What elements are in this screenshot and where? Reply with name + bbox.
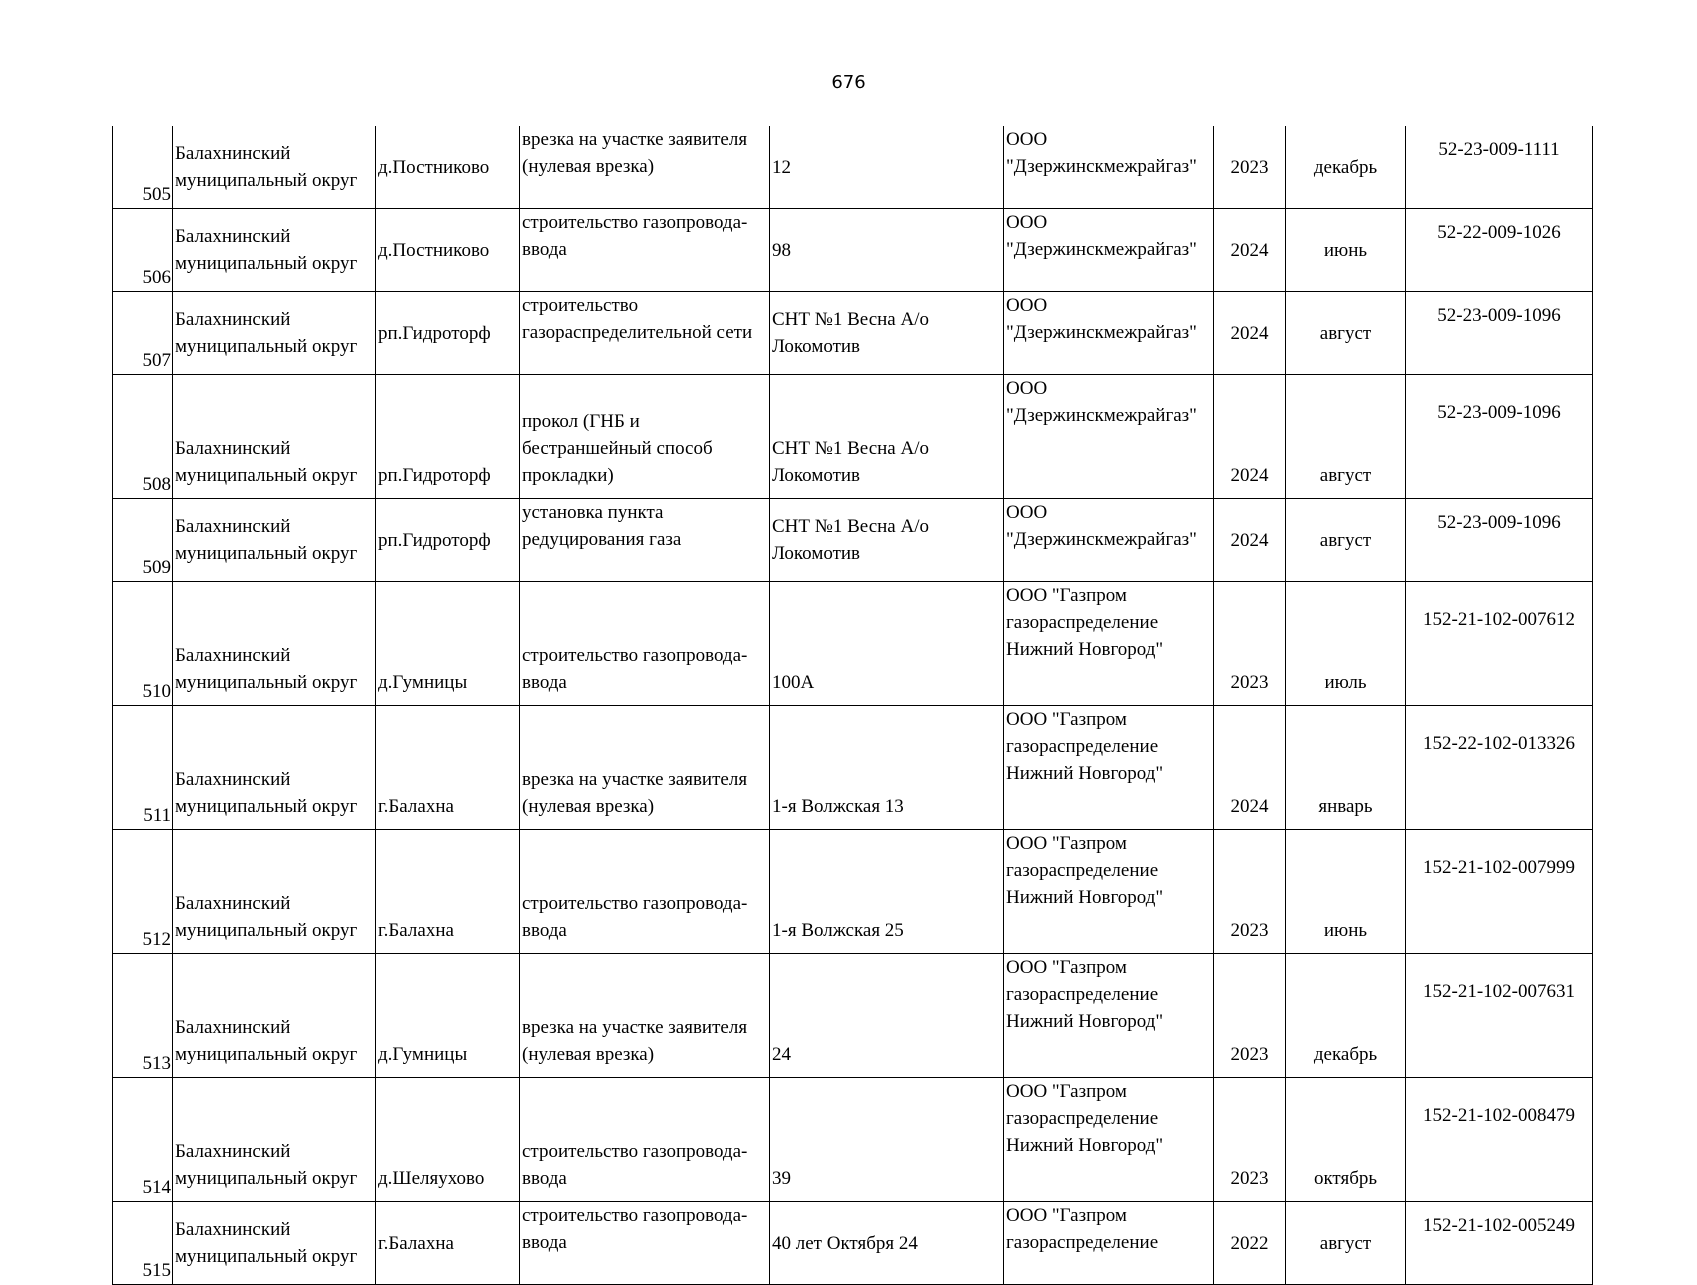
- address-cell: 39: [770, 1078, 1004, 1202]
- year-cell: 2023: [1214, 126, 1286, 209]
- year-cell: 2024: [1214, 499, 1286, 582]
- locality-cell: рп.Гидроторф: [376, 292, 520, 375]
- organization-cell: ООО "Дзержинскмежрайгаз": [1004, 292, 1214, 375]
- table-row: [113, 1078, 1593, 1202]
- year-cell: 2023: [1214, 830, 1286, 954]
- application-code-cell: 152-21-102-007999: [1406, 830, 1593, 954]
- work-type-cell: строительство газопровода- ввода: [520, 1078, 770, 1202]
- organization-cell: ООО "Дзержинскмежрайгаз": [1004, 375, 1214, 499]
- locality-cell: рп.Гидроторф: [376, 499, 520, 582]
- application-code-cell: 152-21-102-005249: [1406, 1202, 1593, 1285]
- district-cell: Балахнинский муниципальный округ: [173, 209, 376, 292]
- month-cell: июнь: [1286, 209, 1406, 292]
- table-row: [113, 292, 1593, 375]
- work-type-cell: установка пункта редуцирования газа: [520, 499, 770, 582]
- organization-cell: ООО "Дзержинскмежрайгаз": [1004, 209, 1214, 292]
- locality-cell: г.Балахна: [376, 706, 520, 830]
- address-cell: СНТ №1 Весна А/о Локомотив: [770, 499, 1004, 582]
- locality-cell: д.Постниково: [376, 209, 520, 292]
- work-type-cell: врезка на участке заявителя (нулевая врезка): [520, 954, 770, 1078]
- table-row: [113, 706, 1593, 830]
- table-row: [113, 582, 1593, 706]
- row-number-cell: 515: [113, 1202, 173, 1285]
- locality-cell: д.Постниково: [376, 126, 520, 209]
- year-cell: 2022: [1214, 1202, 1286, 1285]
- work-type-cell: строительство газопровода- ввода: [520, 209, 770, 292]
- locality-cell: д.Гумницы: [376, 582, 520, 706]
- row-number-cell: 505: [113, 126, 173, 209]
- year-cell: 2023: [1214, 954, 1286, 1078]
- organization-cell: ООО "Дзержинскмежрайгаз": [1004, 126, 1214, 209]
- month-cell: июль: [1286, 582, 1406, 706]
- district-cell: Балахнинский муниципальный округ: [173, 126, 376, 209]
- organization-cell: ООО "Газпром газораспределение: [1004, 1202, 1214, 1285]
- organization-cell: ООО "Дзержинскмежрайгаз": [1004, 499, 1214, 582]
- month-cell: октябрь: [1286, 1078, 1406, 1202]
- district-cell: Балахнинский муниципальный округ: [173, 1078, 376, 1202]
- row-number-cell: 513: [113, 954, 173, 1078]
- application-code-cell: 152-21-102-007612: [1406, 582, 1593, 706]
- table-row: [113, 126, 1593, 209]
- year-cell: 2023: [1214, 582, 1286, 706]
- application-code-cell: 152-21-102-008479: [1406, 1078, 1593, 1202]
- year-cell: 2024: [1214, 209, 1286, 292]
- address-cell: 98: [770, 209, 1004, 292]
- locality-cell: д.Гумницы: [376, 954, 520, 1078]
- organization-cell: ООО "Газпром газораспределение Нижний Новгород": [1004, 582, 1214, 706]
- year-cell: 2024: [1214, 375, 1286, 499]
- district-cell: Балахнинский муниципальный округ: [173, 582, 376, 706]
- application-code-cell: 52-23-009-1096: [1406, 499, 1593, 582]
- district-cell: Балахнинский муниципальный округ: [173, 1202, 376, 1285]
- application-code-cell: 52-23-009-1111: [1406, 126, 1593, 209]
- address-cell: СНТ №1 Весна А/о Локомотив: [770, 292, 1004, 375]
- month-cell: август: [1286, 499, 1406, 582]
- address-cell: 24: [770, 954, 1004, 1078]
- application-code-cell: 52-22-009-1026: [1406, 209, 1593, 292]
- organization-cell: ООО "Газпром газораспределение Нижний Новгород": [1004, 1078, 1214, 1202]
- organization-cell: ООО "Газпром газораспределение Нижний Новгород": [1004, 706, 1214, 830]
- address-cell: 1-я Волжская 13: [770, 706, 1004, 830]
- locality-cell: г.Балахна: [376, 830, 520, 954]
- work-type-cell: врезка на участке заявителя (нулевая врезка): [520, 126, 770, 209]
- application-code-cell: 52-23-009-1096: [1406, 375, 1593, 499]
- year-cell: 2024: [1214, 292, 1286, 375]
- table-body: [113, 126, 1593, 1285]
- table-row: [113, 375, 1593, 499]
- month-cell: декабрь: [1286, 954, 1406, 1078]
- month-cell: август: [1286, 375, 1406, 499]
- table-row: [113, 1202, 1593, 1285]
- work-type-cell: строительство газопровода- ввода: [520, 582, 770, 706]
- row-number-cell: 512: [113, 830, 173, 954]
- organization-cell: ООО "Газпром газораспределение Нижний Новгород": [1004, 830, 1214, 954]
- row-number-cell: 508: [113, 375, 173, 499]
- work-type-cell: строительство газопровода- ввода: [520, 1202, 770, 1285]
- address-cell: 40 лет Октября 24: [770, 1202, 1004, 1285]
- address-cell: 1-я Волжская 25: [770, 830, 1004, 954]
- table-row: [113, 954, 1593, 1078]
- row-number-cell: 511: [113, 706, 173, 830]
- month-cell: январь: [1286, 706, 1406, 830]
- work-type-cell: строительство газопровода- ввода: [520, 830, 770, 954]
- locality-cell: г.Балахна: [376, 1202, 520, 1285]
- table-row: [113, 209, 1593, 292]
- row-number-cell: 514: [113, 1078, 173, 1202]
- district-cell: Балахнинский муниципальный округ: [173, 292, 376, 375]
- month-cell: август: [1286, 1202, 1406, 1285]
- district-cell: Балахнинский муниципальный округ: [173, 499, 376, 582]
- gasification-table: [112, 126, 1593, 1285]
- year-cell: 2024: [1214, 706, 1286, 830]
- row-number-cell: 510: [113, 582, 173, 706]
- district-cell: Балахнинский муниципальный округ: [173, 830, 376, 954]
- row-number-cell: 507: [113, 292, 173, 375]
- work-type-cell: прокол (ГНБ и бестраншейный способ прокладки): [520, 375, 770, 499]
- month-cell: декабрь: [1286, 126, 1406, 209]
- address-cell: 12: [770, 126, 1004, 209]
- locality-cell: д.Шеляухово: [376, 1078, 520, 1202]
- table-row: [113, 830, 1593, 954]
- month-cell: август: [1286, 292, 1406, 375]
- application-code-cell: 52-23-009-1096: [1406, 292, 1593, 375]
- row-number-cell: 506: [113, 209, 173, 292]
- application-code-cell: 152-21-102-007631: [1406, 954, 1593, 1078]
- district-cell: Балахнинский муниципальный округ: [173, 375, 376, 499]
- address-cell: СНТ №1 Весна А/о Локомотив: [770, 375, 1004, 499]
- row-number-cell: 509: [113, 499, 173, 582]
- locality-cell: рп.Гидроторф: [376, 375, 520, 499]
- work-type-cell: врезка на участке заявителя (нулевая врезка): [520, 706, 770, 830]
- year-cell: 2023: [1214, 1078, 1286, 1202]
- work-type-cell: строительство газораспределительной сети: [520, 292, 770, 375]
- district-cell: Балахнинский муниципальный округ: [173, 954, 376, 1078]
- page-number: 676: [831, 72, 866, 93]
- month-cell: июнь: [1286, 830, 1406, 954]
- organization-cell: ООО "Газпром газораспределение Нижний Новгород": [1004, 954, 1214, 1078]
- table-row: [113, 499, 1593, 582]
- address-cell: 100А: [770, 582, 1004, 706]
- application-code-cell: 152-22-102-013326: [1406, 706, 1593, 830]
- district-cell: Балахнинский муниципальный округ: [173, 706, 376, 830]
